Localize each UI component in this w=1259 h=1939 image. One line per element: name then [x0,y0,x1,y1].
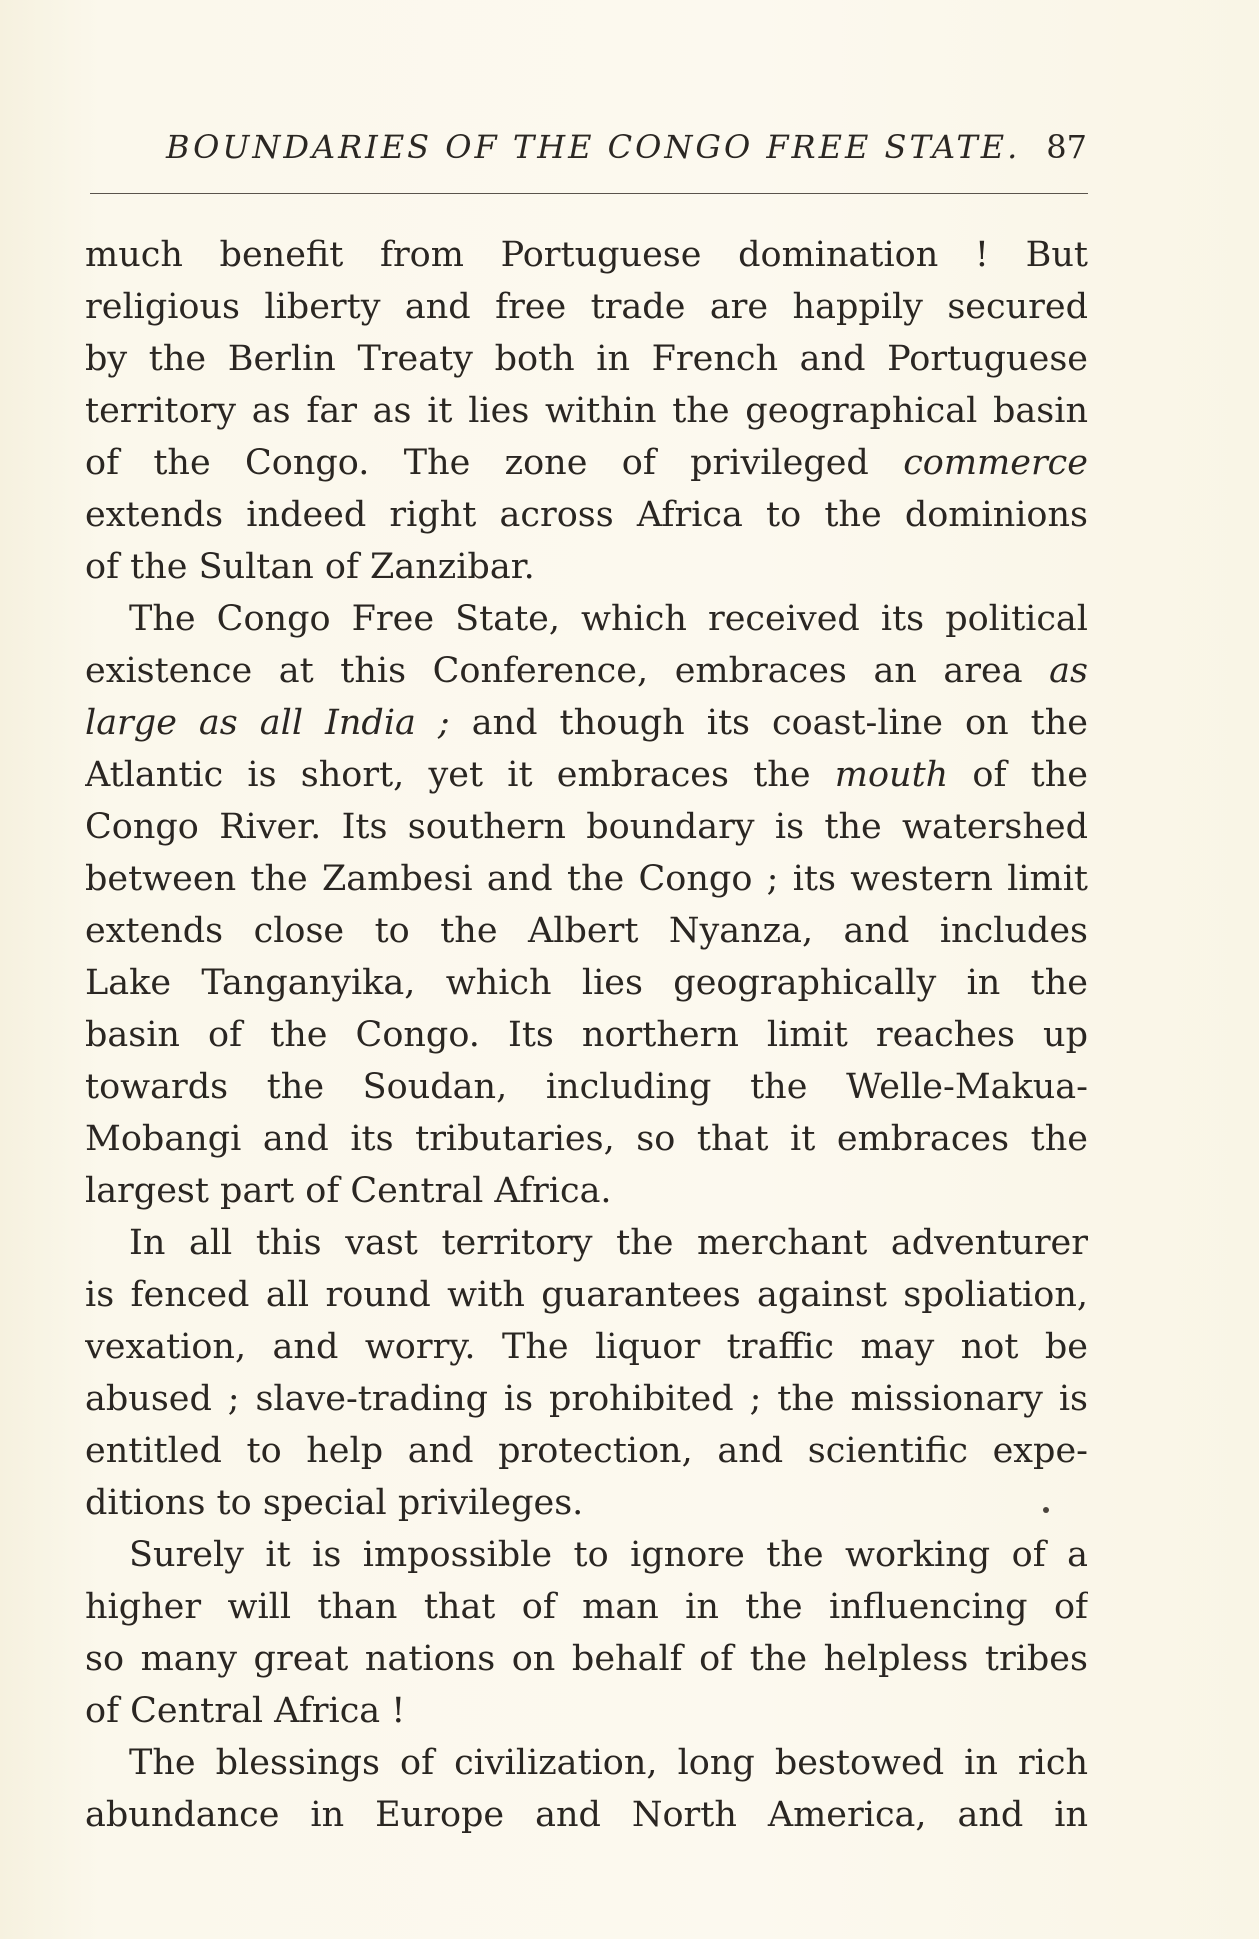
running-title: BOUNDARIES OF THE CONGO FREE STATE. [166,128,1021,166]
running-head [90,124,1090,174]
text-line: between the Zambesi and the Congo ; its western limit [85,859,1088,899]
text-line: Surely it is impossible to ignore the working of a [129,1535,1088,1575]
text-line: Congo River. Its southern boundary is the watershed [85,807,1088,847]
text-line: by the Berlin Treaty both in French and Portuguese [85,339,1088,379]
text-line: In all this vast territory the merchant adventurer [129,1223,1088,1263]
text-line: largest part of Central Africa. [85,1171,612,1211]
text-line: Atlantic is short, yet it embraces the mouth of the [85,755,1088,795]
text-line: abused ; slave-trading is prohibited ; the missionary is [85,1379,1088,1419]
italic-phrase: commerce [903,443,1088,483]
italic-phrase: as [1049,651,1088,691]
text-line: entitled to help and protection, and scientific expe- [85,1431,1088,1471]
text-line: Mobangi and its tributaries, so that it embraces the [85,1119,1088,1159]
text-line: abundance in Europe and North America, and in [85,1795,1088,1835]
text-line: extends close to the Albert Nyanza, and includes [85,911,1088,951]
text-line: much benefit from Portuguese domination ! But [85,235,1088,275]
text-line: Lake Tanganyika, which lies geographically in the [85,963,1088,1003]
text-line: The blessings of civilization, long bestowed in rich [129,1743,1088,1783]
text-line: The Congo Free State, which received its political [129,599,1088,639]
body-text [85,229,1088,1841]
page-number: 87 [1046,128,1087,166]
text-line: of Central Africa ! [85,1691,406,1731]
text-line: is fenced all round with guarantees against spoliation, [85,1275,1088,1315]
header-rule [90,193,1088,194]
text-line: territory as far as it lies within the geographical basin [85,391,1088,431]
text-line: towards the Soudan, including the Welle-Makua- [85,1067,1088,1107]
text-line: of the Congo. The zone of privileged commerce [85,443,1088,483]
text-line: so many great nations on behalf of the helpless tribes [85,1639,1088,1679]
text-line: ditions to special privileges. [85,1483,584,1523]
italic-phrase: large as all India ; [85,703,450,743]
text-line: religious liberty and free trade are happily secured [85,287,1088,327]
text-line: existence at this Conference, embraces an area as [85,651,1088,691]
text-line: higher will than that of man in the influencing of [85,1587,1088,1627]
italic-phrase: mouth [834,755,949,795]
text-line: vexation, and worry. The liquor traffic may not be [85,1327,1088,1367]
text-line: basin of the Congo. Its northern limit reaches up [85,1015,1088,1055]
text-line: large as all India ; and though its coast-line on the [85,703,1088,743]
print-speck [1043,1507,1049,1513]
text-line: of the Sultan of Zanzibar. [85,547,535,587]
text-line: extends indeed right across Africa to the dominions [85,495,1088,535]
